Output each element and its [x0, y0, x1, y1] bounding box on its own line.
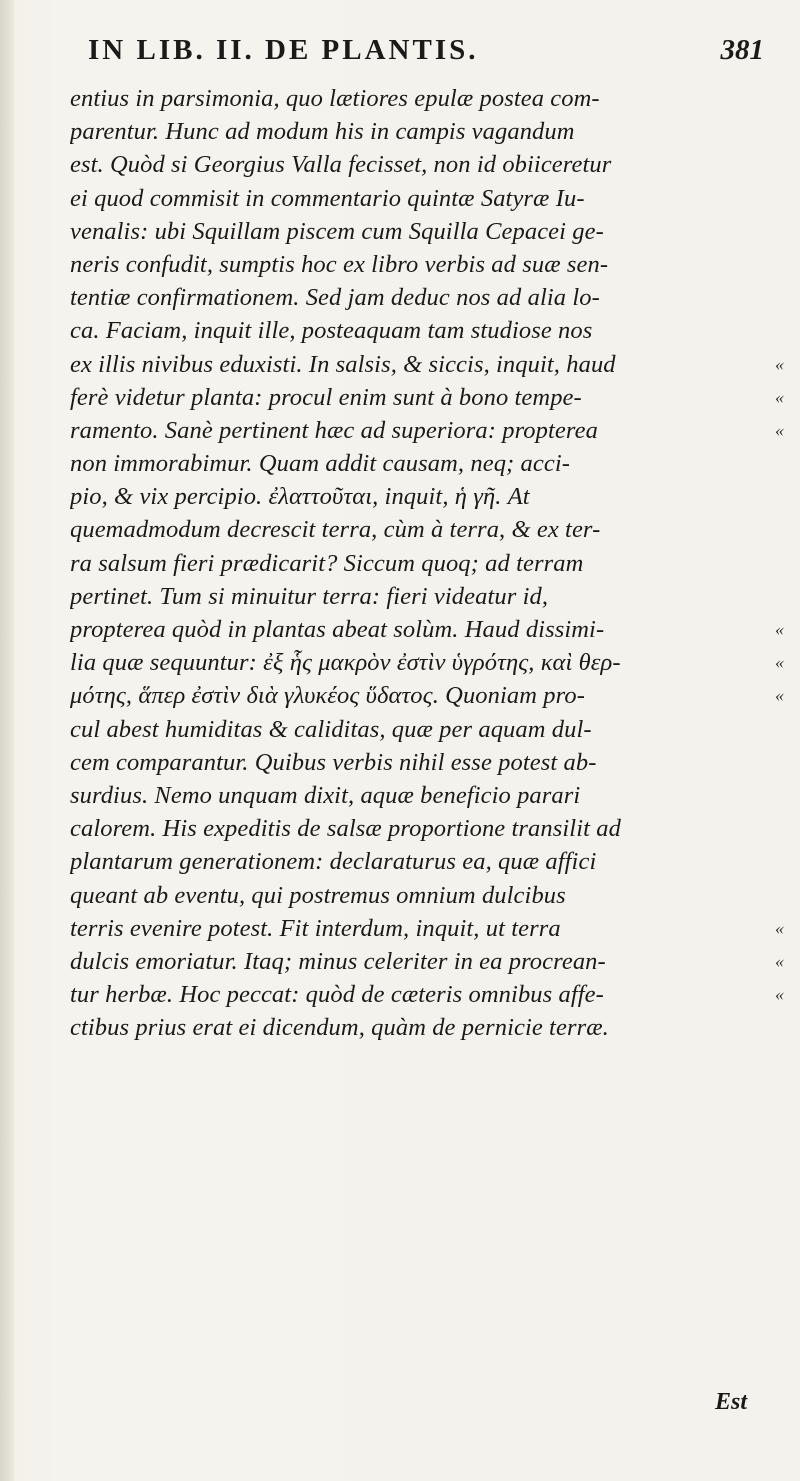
- quote-mark: [775, 115, 797, 148]
- text-line: terris evenire potest. Fit interdum, inquit, ut terra: [70, 914, 561, 942]
- quote-mark: [775, 812, 797, 845]
- text-line: cem comparantur. Quibus verbis nihil esse potest ab-: [70, 748, 597, 776]
- page-gutter: [0, 0, 14, 1481]
- quote-mark: [775, 148, 797, 181]
- text-line: dulcis emoriatur. Itaq; minus celeriter in ea procrean-: [70, 947, 606, 975]
- quote-mark: «: [775, 619, 784, 639]
- text-line: pio, & vix percipio. ἐλαττοῦται, inquit, ἡ γῆ. At: [70, 483, 530, 511]
- text-line: non immorabimur. Quam addit causam, neq; acci-: [70, 450, 570, 478]
- text-line: pertinet. Tum si minuitur terra: fieri videatur id,: [70, 582, 549, 610]
- quote-mark: [775, 779, 797, 812]
- text-line: queant ab eventu, qui postremus omnium dulcibus: [70, 881, 566, 909]
- quote-mark: [775, 447, 797, 480]
- running-header: [88, 34, 764, 74]
- text-line: surdius. Nemo unquam dixit, aquæ beneficio parari: [70, 781, 581, 809]
- quote-mark: «: [775, 685, 784, 706]
- quote-mark: «: [775, 652, 784, 673]
- quote-mark: [775, 845, 797, 878]
- text-line: parentur. Hunc ad modum his in campis vagandum: [70, 118, 575, 146]
- quote-mark: [775, 281, 797, 314]
- text-line: neris confudit, sumptis hoc ex libro verbis ad suæ sen-: [70, 250, 609, 278]
- catchword: Est: [715, 1389, 748, 1415]
- quote-mark: [775, 314, 797, 347]
- text-line: tentiæ confirmationem. Sed jam deduc nos ad alia lo-: [70, 284, 600, 312]
- text-line: ca. Faciam, inquit ille, posteaquam tam studiose nos: [70, 317, 593, 345]
- page-number: 381: [720, 34, 764, 66]
- quote-mark: «: [775, 419, 784, 440]
- text-line: lia quæ sequuntur: ἐξ ἧς μακρὸν ἐστὶν ὑγρότης, καὶ θερ-: [70, 649, 621, 677]
- header-title: IN LIB. II. DE PLANTIS.: [88, 34, 479, 66]
- quote-mark: [775, 82, 797, 115]
- text-line: ra salsum fieri prædicarit? Siccum quoq; ad terram: [70, 549, 584, 577]
- text-line: ex illis nivibus eduxisti. In salsis, & siccis, inquit, haud: [70, 350, 616, 378]
- quote-mark: [775, 746, 797, 779]
- quote-mark: [775, 879, 797, 912]
- text-line: cul abest humiditas & caliditas, quæ per aquam dul-: [70, 715, 592, 743]
- quote-mark: [775, 182, 797, 215]
- text-line: calorem. His expeditis de salsæ proportione transilit ad: [70, 815, 621, 843]
- body-text: [70, 82, 760, 1044]
- margin-quotation-marks: [775, 82, 797, 1044]
- text-line: ferè videtur planta: procul enim sunt à bono tempe-: [70, 383, 582, 411]
- quote-mark: [775, 713, 797, 746]
- text-line: ramento. Sanè pertinent hæc ad superiora: propterea: [70, 416, 598, 444]
- text-line: propterea quòd in plantas abeat solùm. Haud dissimi-: [70, 616, 605, 643]
- text-line: tur herbæ. Hoc peccat: quòd de cæteris omnibus affe-: [70, 981, 604, 1009]
- text-line: μότης, ἅπερ ἐστὶν διὰ γλυκέος ὕδατος. Quoniam pro-: [70, 682, 585, 710]
- text-line: ctibus prius erat ei dicendum, quàm de pernicie terræ.: [70, 1014, 609, 1042]
- text-line: quemadmodum decrescit terra, cùm à terra, & ex ter-: [70, 516, 601, 544]
- text-line: venalis: ubi Squillam piscem cum Squilla Cepacei ge-: [70, 217, 604, 245]
- text-line: ei quod commisit in commentario quintæ Satyræ Iu-: [70, 184, 585, 212]
- quote-mark: [775, 248, 797, 281]
- text-line: plantarum generationem: declaraturus ea, quæ affici: [70, 848, 597, 876]
- quote-mark: [775, 580, 797, 613]
- quote-mark: [775, 480, 797, 513]
- quote-mark: «: [775, 917, 784, 938]
- quote-mark: [775, 1011, 797, 1044]
- quote-mark: «: [775, 386, 784, 407]
- text-line: entius in parsimonia, quo lætiores epulæ postea com-: [70, 85, 600, 112]
- quote-mark: «: [775, 984, 784, 1005]
- quote-mark: «: [775, 353, 784, 374]
- quote-mark: [775, 547, 797, 580]
- quote-mark: [775, 513, 797, 546]
- quote-mark: [775, 215, 797, 248]
- text-line: est. Quòd si Georgius Valla fecisset, non id obiiceretur: [70, 151, 612, 179]
- quote-mark: «: [775, 950, 784, 971]
